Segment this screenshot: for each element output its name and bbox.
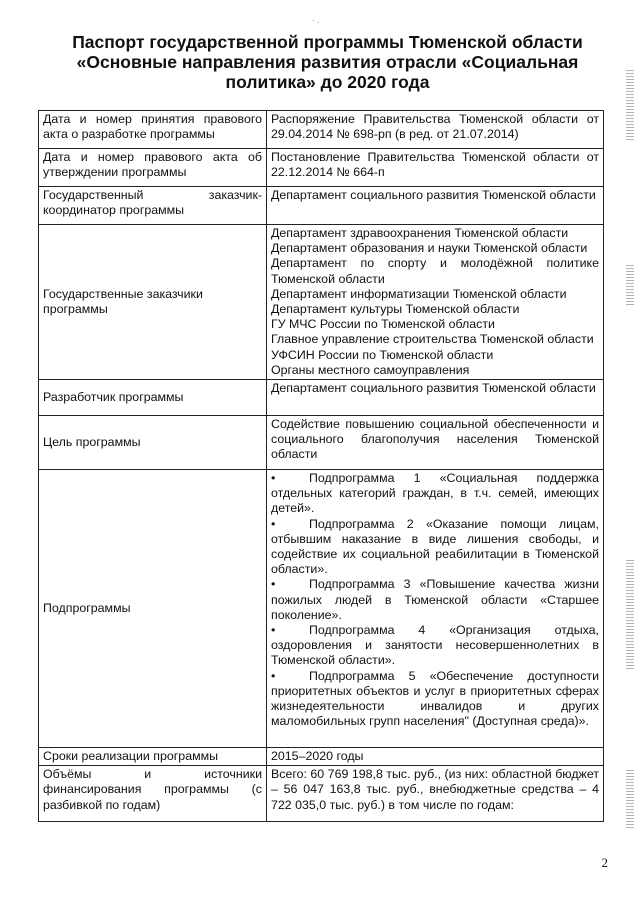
list-item: ГУ МЧС России по Тюменской области — [271, 317, 495, 332]
table-row — [39, 766, 604, 822]
page-number: 2 — [601, 855, 608, 870]
scan-artifact — [626, 560, 634, 670]
table-row — [39, 748, 604, 766]
scan-artifact — [626, 70, 634, 140]
row-value-approval: Постановление Правительства Тюменской области от 22.12.2014 № 664-п — [267, 149, 604, 187]
title-line-1: Паспорт государственной программы Тюменской области — [72, 32, 583, 52]
bullet-icon: • — [271, 577, 276, 592]
table-row — [39, 187, 604, 225]
list-item — [271, 517, 599, 578]
row-value-goal: Содействие повышению социальной обеспеченности и социального благополучия населения Тюменской области — [267, 416, 604, 470]
row-label-developer: Разработчик программы — [39, 380, 267, 416]
row-label-terms: Сроки реализации программы — [39, 748, 267, 766]
row-label-customers: Государственные заказчики программы — [39, 225, 267, 380]
list-item: Департамент информатизации Тюменской области — [271, 286, 567, 301]
list-item: Главное управление строительства Тюменской области — [271, 332, 594, 347]
bullet-icon: • — [271, 623, 276, 638]
row-value-customers — [267, 225, 604, 380]
bullet-icon: • — [271, 516, 276, 531]
passport-table — [38, 110, 604, 822]
row-value-financing: Всего: 60 769 198,8 тыс. руб., (из них: областной бюджет – 56 047 163,8 тыс. руб., внебюджетные средства – 4 722 035,0 тыс. руб.) в том числе по годам: — [267, 766, 604, 822]
row-label-coordinator: Государственный заказчик-координатор программы — [39, 187, 267, 225]
row-label-approval: Дата и номер правового акта об утверждении программы — [39, 149, 267, 187]
scan-artifact — [626, 770, 634, 830]
row-label-adoption: Дата и номер принятия правового акта о разработке программы — [39, 111, 267, 149]
subprogram-text: Подпрограмма 1 «Социальная поддержка отдельных категорий граждан, в т.ч. семей, имеющих детей». — [271, 471, 599, 516]
subprogram-text: Подпрограмма 2 «Оказание помощи лицам, отбывшим наказание в виде лишения свободы, и содействие их социальной реабилитации в Тюменской области». — [271, 516, 599, 577]
row-label-subprograms: Подпрограммы — [39, 470, 267, 748]
list-item — [271, 669, 599, 730]
list-item: Органы местного самоуправления — [271, 362, 470, 377]
table-row — [39, 416, 604, 470]
table-row — [39, 149, 604, 187]
title-line-3: политика» до 2020 года — [225, 72, 430, 92]
row-value-coordinator: Департамент социального развития Тюменской области — [267, 187, 604, 225]
subprogram-text: Подпрограмма 4 «Организация отдыха, оздоровления и занятости несовершеннолетних в Тюменской области». — [271, 623, 599, 668]
bullet-icon: • — [271, 471, 276, 486]
list-item — [271, 471, 599, 517]
title-line-2: «Основные направления развития отрасли «Социальная — [76, 52, 579, 72]
list-item — [271, 577, 599, 623]
row-value-developer: Департамент социального развития Тюменской области — [267, 380, 604, 416]
list-item: УФСИН России по Тюменской области — [271, 347, 494, 362]
bullet-icon: • — [271, 668, 276, 683]
list-item: Департамент образования и науки Тюменской области — [271, 241, 588, 256]
subprogram-text: Подпрограмма 3 «Повышение качества жизни пожилых людей в Тюменской области «Старшее поколение». — [271, 577, 599, 622]
list-item: Департамент культуры Тюменской области — [271, 302, 520, 317]
list-item: Департамент по спорту и молодёжной политике Тюменской области — [271, 256, 599, 286]
scan-speck: · . — [312, 16, 320, 25]
document-title — [40, 32, 615, 92]
row-label-goal: Цель программы — [39, 416, 267, 470]
list-item — [271, 623, 599, 669]
list-item: Департамент здравоохранения Тюменской области — [271, 226, 569, 240]
scan-artifact — [626, 265, 634, 305]
row-value-adoption: Распоряжение Правительства Тюменской области от 29.04.2014 № 698-рп (в ред. от 21.07.2014) — [267, 111, 604, 149]
row-value-subprograms — [267, 470, 604, 748]
subprogram-text: Подпрограмма 5 «Обеспечение доступности приоритетных объектов и услуг в приоритетных сферах жизнедеятельности инвалидов и других маломобильных групп населения" (Доступная среда)». — [271, 668, 599, 729]
table-row — [39, 225, 604, 380]
row-value-terms: 2015–2020 годы — [267, 748, 604, 766]
table-row — [39, 380, 604, 416]
table-row — [39, 111, 604, 149]
table-row — [39, 470, 604, 748]
row-label-financing: Объёмы и источники финансирования программы (с разбивкой по годам) — [39, 766, 267, 822]
